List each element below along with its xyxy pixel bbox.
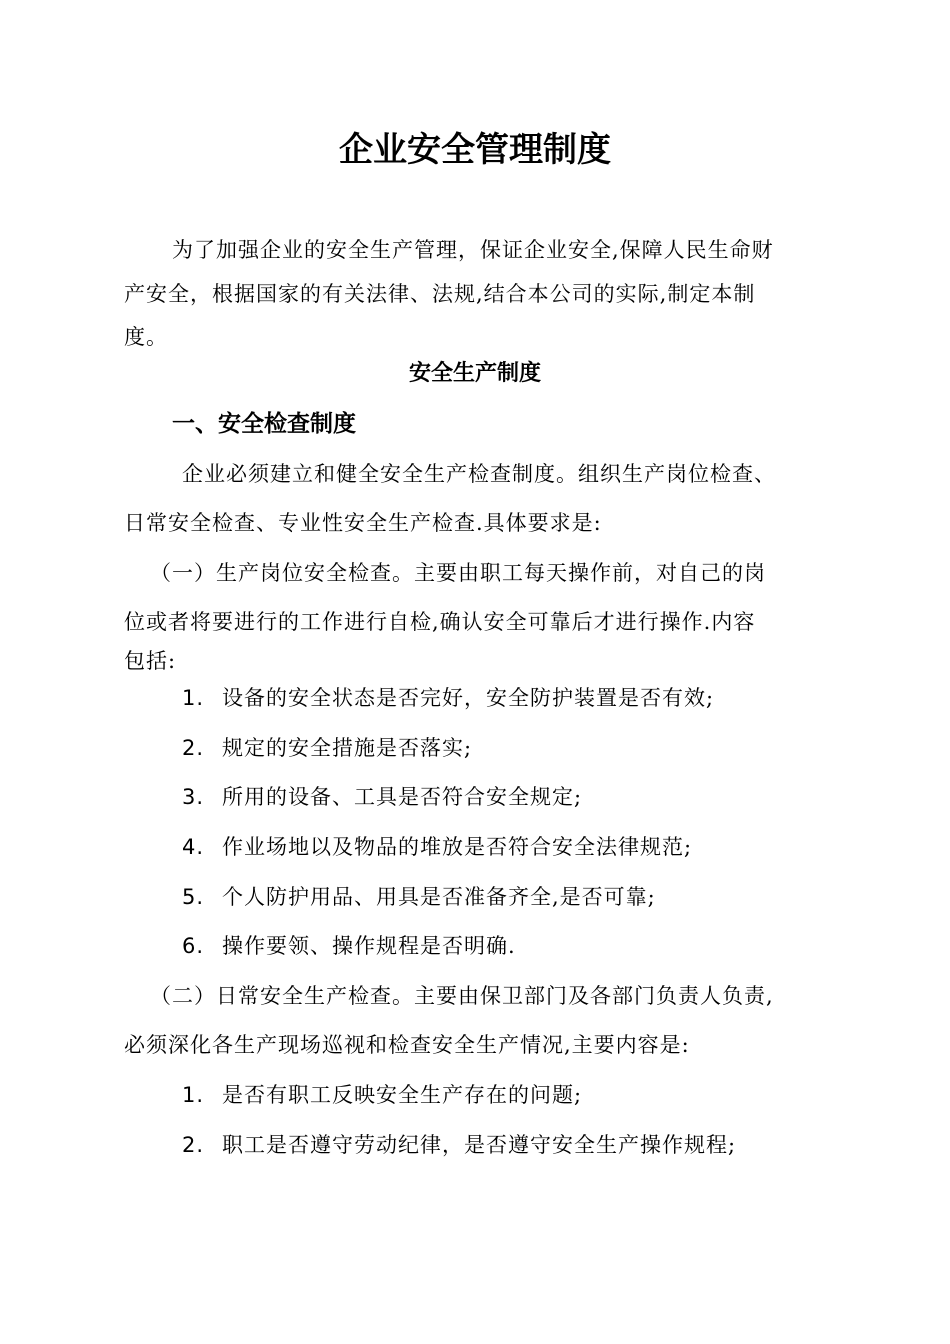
list-text: 规定的安全措施是否落实; [222,736,473,760]
list-number: 5. [182,885,205,909]
list-text: 作业场地以及物品的堆放是否符合安全法律规范; [222,835,693,859]
list-text: 设备的安全状态是否完好，安全防护装置是否有效; [222,686,715,710]
list-item [182,780,582,814]
section-intro-line-2: 日常安全检查、专业性安全生产检查.具体要求是: [124,511,602,535]
part1-line-1: （一）生产岗位安全检查。主要由职工每天操作前，对自己的岗 [150,561,766,585]
intro-paragraph [124,228,834,316]
list-number: 1. [182,1083,205,1107]
list-text: 所用的设备、工具是否符合安全规定; [222,785,583,809]
list-number: 6. [182,934,205,958]
intro-line-1: 为了加强企业的安全生产管理，保证企业安全,保障人民生命财 [172,238,774,262]
list-text: 操作要领、操作规程是否明确. [222,934,516,958]
intro-line-3: 度。 [124,325,168,349]
list-number: 2. [182,1133,205,1157]
document-title: 企业安全管理制度 [339,130,611,170]
list-item [182,929,516,963]
list-item [182,830,692,864]
section-subtitle: 安全生产制度 [408,361,541,386]
list-number: 4. [182,835,205,859]
intro-line-2: 产安全，根据国家的有关法律、法规,结合本公司的实际,制定本制 [124,282,756,306]
section-intro-line-1: 企业必须建立和健全安全生产检查制度。组织生产岗位检查、 [182,462,776,486]
list-item [182,681,714,715]
part2-line-1: （二）日常安全生产检查。主要由保卫部门及各部门负责人负责, [150,984,774,1008]
list-text: 是否有职工反映安全生产存在的问题; [222,1083,583,1107]
list-text: 职工是否遵守劳动纪律，是否遵守安全生产操作规程; [222,1133,737,1157]
list-number: 3. [182,785,205,809]
list-item [182,731,472,765]
list-item [182,1128,736,1162]
part2-line-2: 必须深化各生产现场巡视和检查安全生产情况,主要内容是: [124,1033,690,1057]
part1-line-2: 位或者将要进行的工作进行自检,确认安全可靠后才进行操作.内容 [124,610,756,634]
list-number: 1. [182,686,205,710]
list-text: 个人防护用品、用具是否准备齐全,是否可靠; [222,885,656,909]
list-item [182,1078,582,1112]
section-heading: 一、安全检查制度 [172,411,356,437]
list-number: 2. [182,736,205,760]
part1-line-3: 包括: [124,649,177,673]
list-item [182,880,656,914]
